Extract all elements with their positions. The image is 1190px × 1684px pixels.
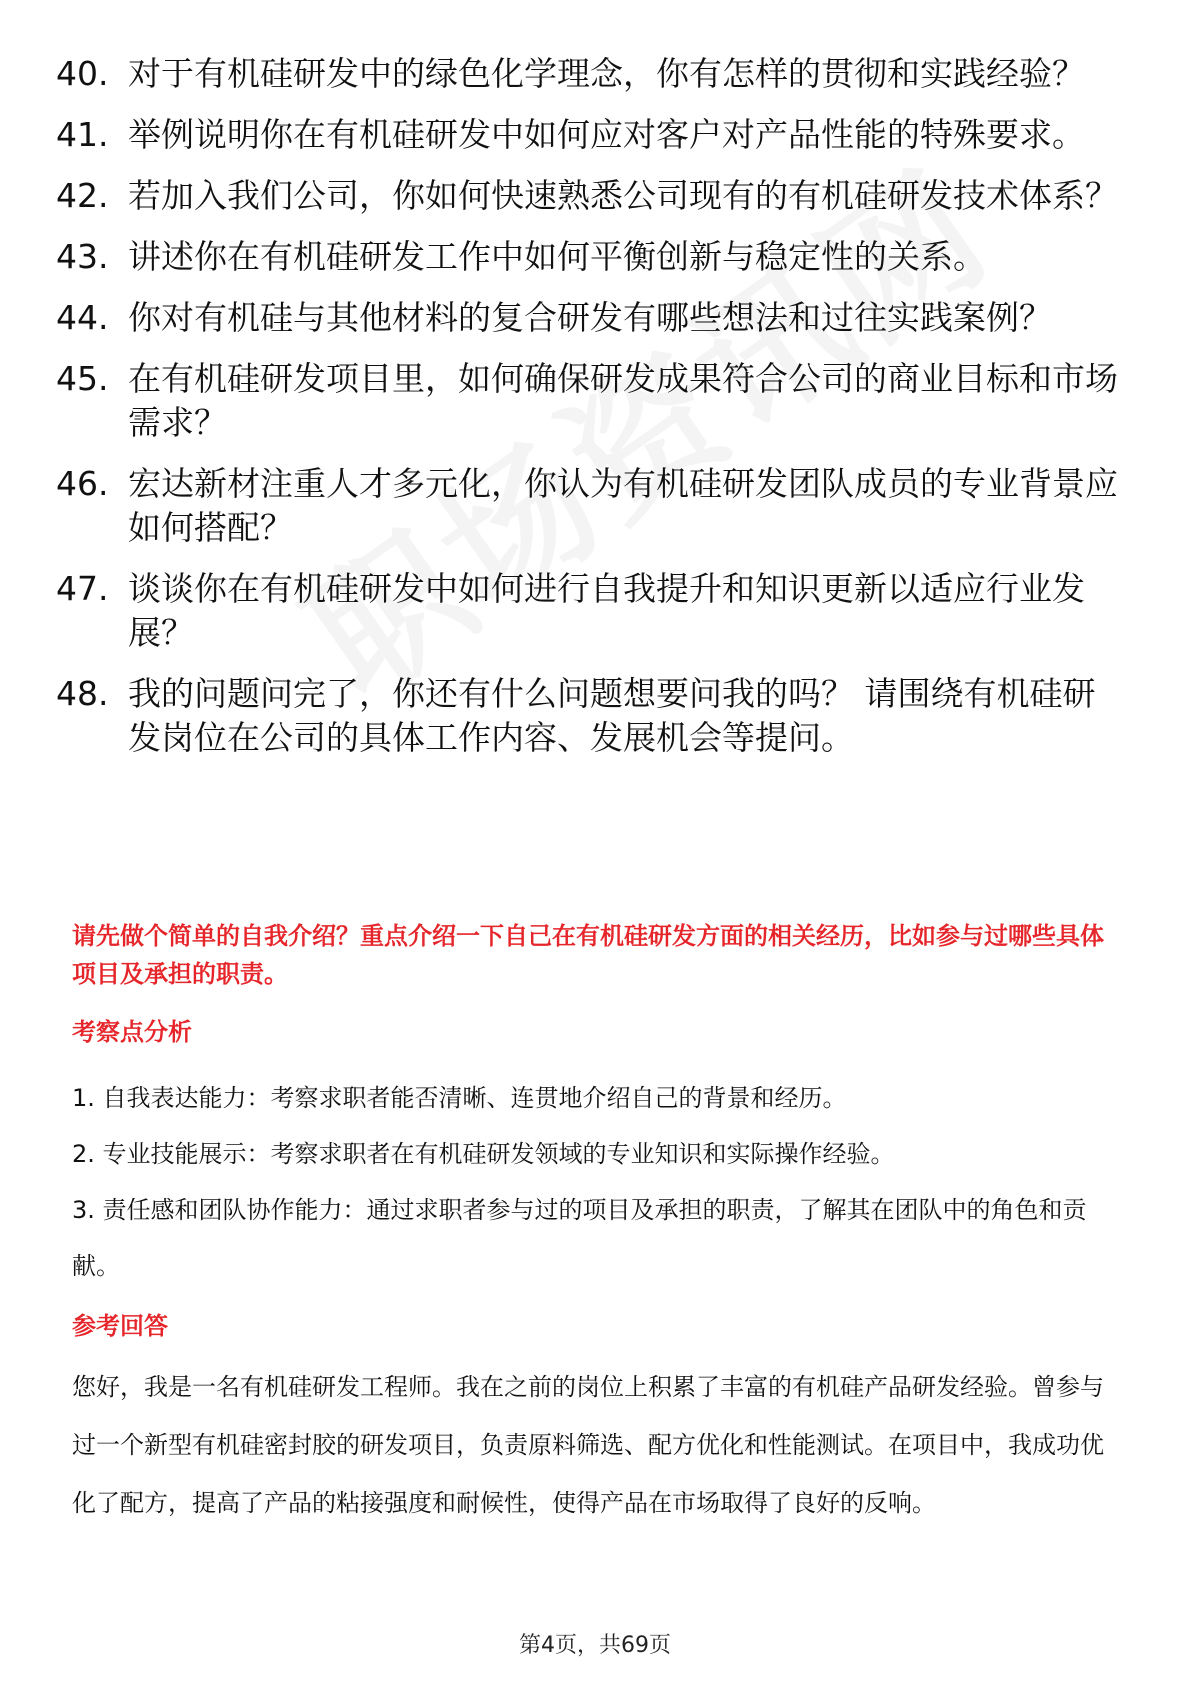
question-text: 讲述你在有机硅研发工作中如何平衡创新与稳定性的关系。 [128,237,986,276]
list-item [56,567,1126,655]
question-number: 46. [56,464,109,503]
analysis-heading: 考察点分析 [72,1018,192,1046]
question-text: 若加入我们公司，你如何快速熟悉公司现有的有机硅研发技术体系？ [128,176,1118,215]
analysis-item: 2. 专业技能展示：考察求职者在有机硅研发领域的专业知识和实际操作经验。 [72,1140,895,1168]
question-number: 41. [56,115,109,154]
question-number: 47. [56,569,109,608]
list-item [56,296,1126,340]
question-text: 举例说明你在有机硅研发中如何应对客户对产品性能的特殊要求。 [128,115,1085,154]
list-item [56,357,1126,445]
answer-heading: 参考回答 [72,1312,168,1340]
question-text: 你对有机硅与其他材料的复合研发有哪些想法和过往实践案例？ [128,298,1052,337]
list-item [56,672,1126,760]
answer-text: 您好，我是一名有机硅研发工程师。我在之前的岗位上积累了丰富的有机硅产品研发经验。曾参与过一个新型有机硅密封胶的研发项目，负责原料筛选、配方优化和性能测试。在项目中，我成功优化了配方，提高了产品的粘接强度和耐候性，使得产品在市场取得了良好的反响。 [72,1373,1104,1517]
question-number: 40. [56,54,109,93]
list-item [56,174,1126,218]
list-item [56,113,1126,157]
question-number: 42. [56,176,109,215]
list-item [56,52,1126,96]
question-number: 45. [56,359,109,398]
question-text: 宏达新材注重人才多元化，你认为有机硅研发团队成员的专业背景应如何搭配？ [128,464,1118,547]
question-text: 我的问题问完了，你还有什么问题想要问我的吗？ 请围绕有机硅研发岗位在公司的具体工作内容、发展机会等提问。 [128,674,1096,757]
analysis-list [72,1070,1122,1294]
list-item [56,462,1126,550]
analysis-item: 3. 责任感和团队协作能力：通过求职者参与过的项目及承担的职责，了解其在团队中的角色和贡献。 [72,1196,1087,1280]
question-text: 对于有机硅研发中的绿色化学理念，你有怎样的贯彻和实践经验？ [128,54,1085,93]
page-footer: 第4页，共69页 [519,1633,671,1658]
question-number: 43. [56,237,109,276]
list-item [56,235,1126,279]
question-number: 44. [56,298,109,337]
question-text: 在有机硅研发项目里，如何确保研发成果符合公司的商业目标和市场需求？ [128,359,1118,442]
featured-question: 请先做个简单的自我介绍？重点介绍一下自己在有机硅研发方面的相关经历，比如参与过哪些具体项目及承担的职责。 [72,922,1104,988]
question-list [56,52,1126,777]
analysis-item: 1. 自我表达能力：考察求职者能否清晰、连贯地介绍自己的背景和经历。 [72,1084,847,1112]
question-text: 谈谈你在有机硅研发中如何进行自我提升和知识更新以适应行业发展？ [128,569,1085,652]
question-number: 48. [56,674,109,713]
